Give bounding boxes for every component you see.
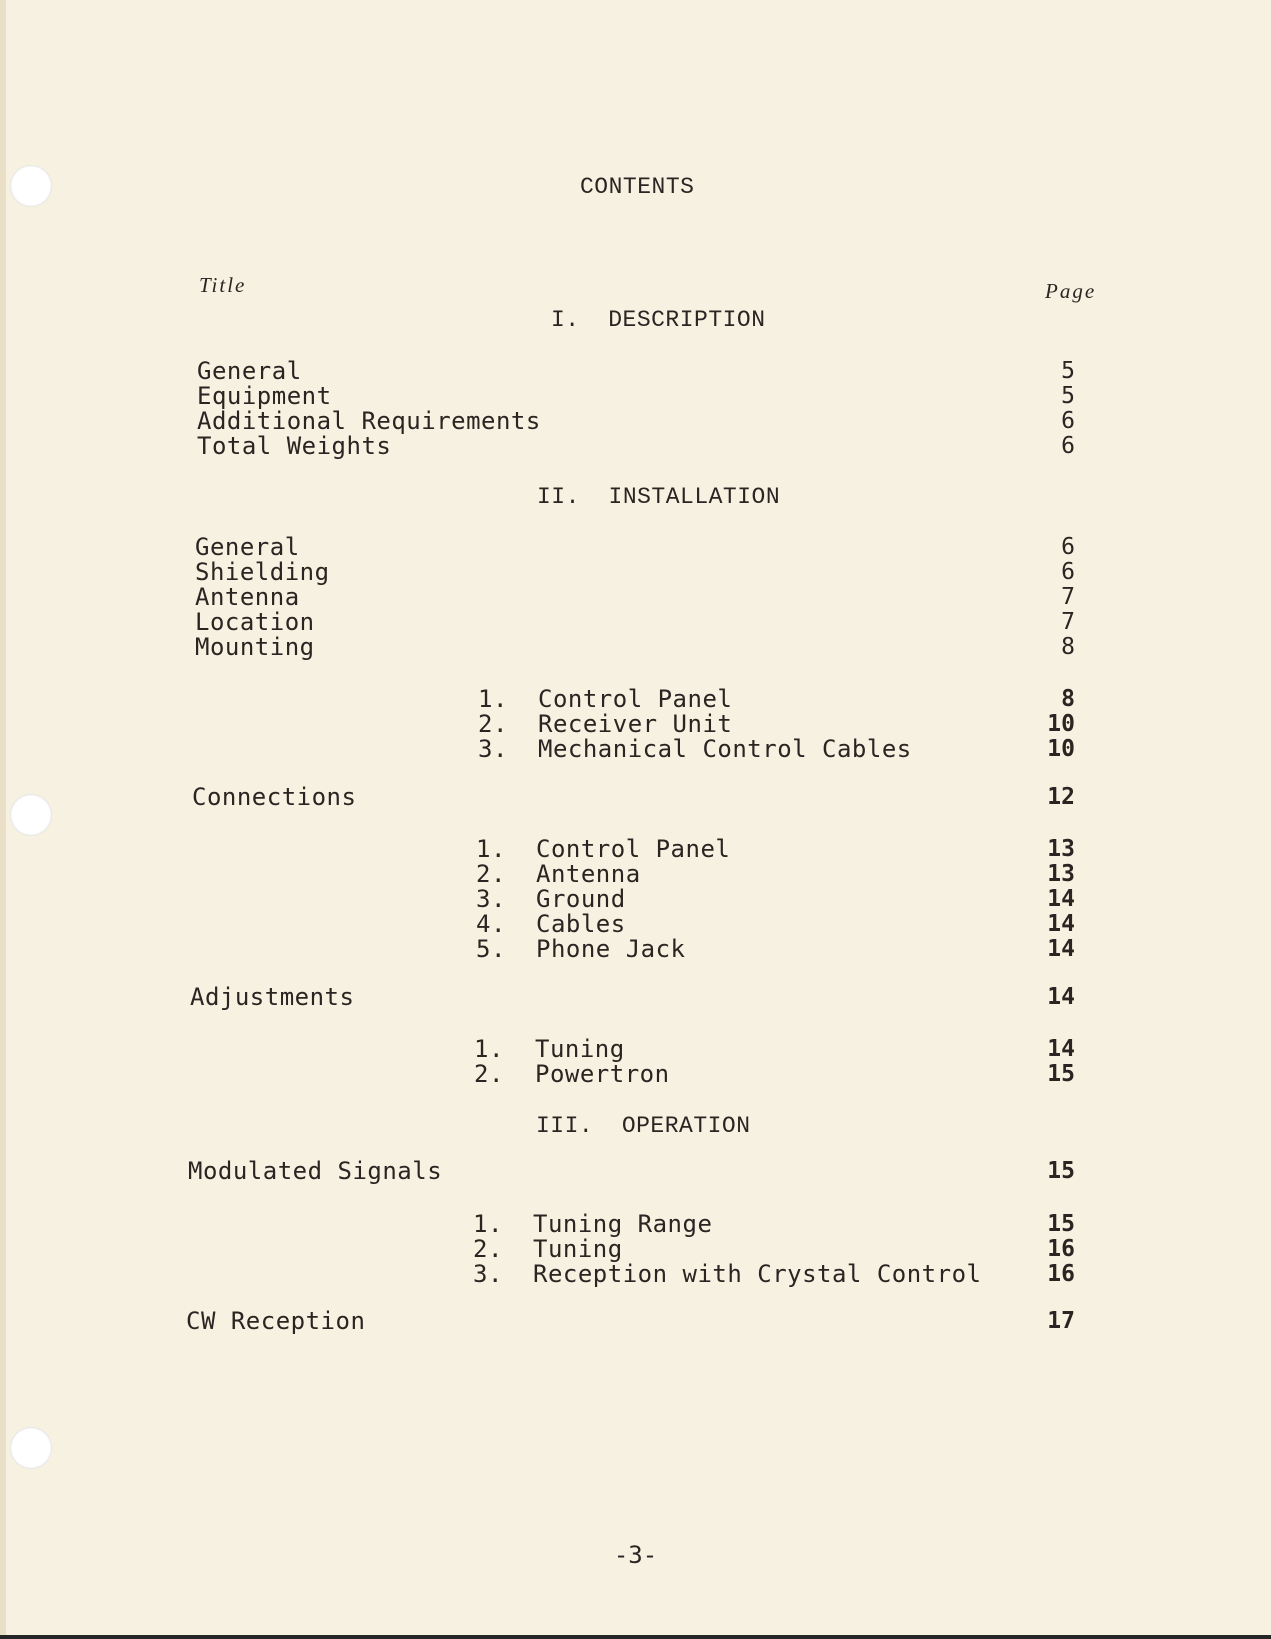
- toc-entry-page: 10: [1047, 711, 1075, 737]
- toc-entry-title: Location: [195, 608, 315, 636]
- toc-subentry-number: 2.: [473, 1235, 503, 1263]
- toc-subentry-title: Receiver Unit: [538, 710, 733, 738]
- page-number: -3-: [613, 1541, 658, 1569]
- toc-entry-page: 10: [1047, 736, 1075, 762]
- toc-subentry-number: 3.: [473, 1260, 503, 1288]
- toc-entry-title: Antenna: [195, 583, 300, 611]
- toc-subentry-title: Tuning Range: [533, 1210, 713, 1238]
- toc-entry-page: 14: [1047, 911, 1075, 937]
- toc-entry-page: 6: [1061, 433, 1075, 459]
- toc-entry-page: 17: [1047, 1308, 1075, 1334]
- toc-entry-page: 7: [1061, 609, 1075, 635]
- toc-entry-title: Shielding: [195, 558, 330, 586]
- toc-entry-page: 5: [1061, 358, 1075, 384]
- toc-subentry-number: 3.: [476, 885, 506, 913]
- toc-subentry-title: Phone Jack: [536, 935, 686, 963]
- toc-entry-page: 16: [1047, 1236, 1075, 1262]
- toc-entry-title: Mounting: [195, 633, 315, 661]
- toc-entry-title: Adjustments: [190, 983, 355, 1011]
- punch-hole: [10, 1427, 52, 1469]
- toc-entry-page: 14: [1047, 936, 1075, 962]
- toc-entry-page: 13: [1047, 861, 1075, 887]
- toc-entry-page: 12: [1047, 784, 1075, 810]
- toc-entry-title: Modulated Signals: [188, 1157, 443, 1185]
- toc-subentry-title: Control Panel: [538, 685, 733, 713]
- toc-entry-page: 16: [1047, 1261, 1075, 1287]
- toc-subentry-number: 2.: [478, 710, 508, 738]
- toc-entry-title: Total Weights: [197, 432, 392, 460]
- toc-subentry-title: Mechanical Control Cables: [538, 735, 912, 763]
- toc-entry-page: 15: [1047, 1061, 1075, 1087]
- page-column-header: Page: [1045, 279, 1097, 303]
- page-edge: [0, 0, 6, 1639]
- punch-hole: [10, 794, 52, 836]
- toc-subentry-number: 2.: [476, 860, 506, 888]
- toc-subentry-number: 5.: [476, 935, 506, 963]
- toc-entry-title: Connections: [192, 783, 357, 811]
- toc-subentry-number: 1.: [476, 835, 506, 863]
- toc-subentry-number: 2.: [474, 1060, 504, 1088]
- section-heading: II. INSTALLATION: [537, 484, 781, 510]
- toc-subentry-number: 4.: [476, 910, 506, 938]
- toc-subentry-number: 1.: [473, 1210, 503, 1238]
- toc-entry-title: General: [195, 533, 300, 561]
- toc-entry-title: Additional Requirements: [197, 407, 541, 435]
- page-heading: CONTENTS: [580, 174, 695, 200]
- toc-entry-page: 6: [1061, 534, 1075, 560]
- toc-subentry-title: Ground: [536, 885, 626, 913]
- toc-entry-page: 14: [1047, 886, 1075, 912]
- toc-entry-page: 15: [1047, 1158, 1075, 1184]
- page-edge: [0, 1635, 1271, 1639]
- toc-subentry-title: Tuning: [533, 1235, 623, 1263]
- section-heading: I. DESCRIPTION: [551, 307, 766, 333]
- toc-subentry-title: Reception with Crystal Control: [533, 1260, 982, 1288]
- toc-subentry-title: Control Panel: [536, 835, 731, 863]
- toc-entry-page: 13: [1047, 836, 1075, 862]
- toc-subentry-number: 3.: [478, 735, 508, 763]
- toc-entry-title: Equipment: [197, 382, 332, 410]
- toc-subentry-number: 1.: [474, 1035, 504, 1063]
- title-column-header: Title: [199, 273, 247, 297]
- section-heading: III. OPERATION: [536, 1113, 751, 1139]
- toc-entry-page: 15: [1047, 1211, 1075, 1237]
- toc-entry-page: 6: [1061, 408, 1075, 434]
- toc-entry-page: 14: [1047, 1036, 1075, 1062]
- toc-entry-page: 8: [1061, 634, 1075, 660]
- toc-entry-page: 6: [1061, 559, 1075, 585]
- toc-subentry-title: Cables: [536, 910, 626, 938]
- toc-entry-title: CW Reception: [186, 1307, 366, 1335]
- toc-entry-page: 5: [1061, 383, 1075, 409]
- toc-entry-title: General: [197, 357, 302, 385]
- toc-subentry-title: Antenna: [536, 860, 641, 888]
- toc-subentry-number: 1.: [478, 685, 508, 713]
- toc-entry-page: 7: [1061, 584, 1075, 610]
- toc-entry-page: 8: [1061, 686, 1075, 712]
- punch-hole: [10, 165, 52, 207]
- toc-subentry-title: Powertron: [535, 1060, 670, 1088]
- toc-entry-page: 14: [1047, 984, 1075, 1010]
- toc-subentry-title: Tuning: [535, 1035, 625, 1063]
